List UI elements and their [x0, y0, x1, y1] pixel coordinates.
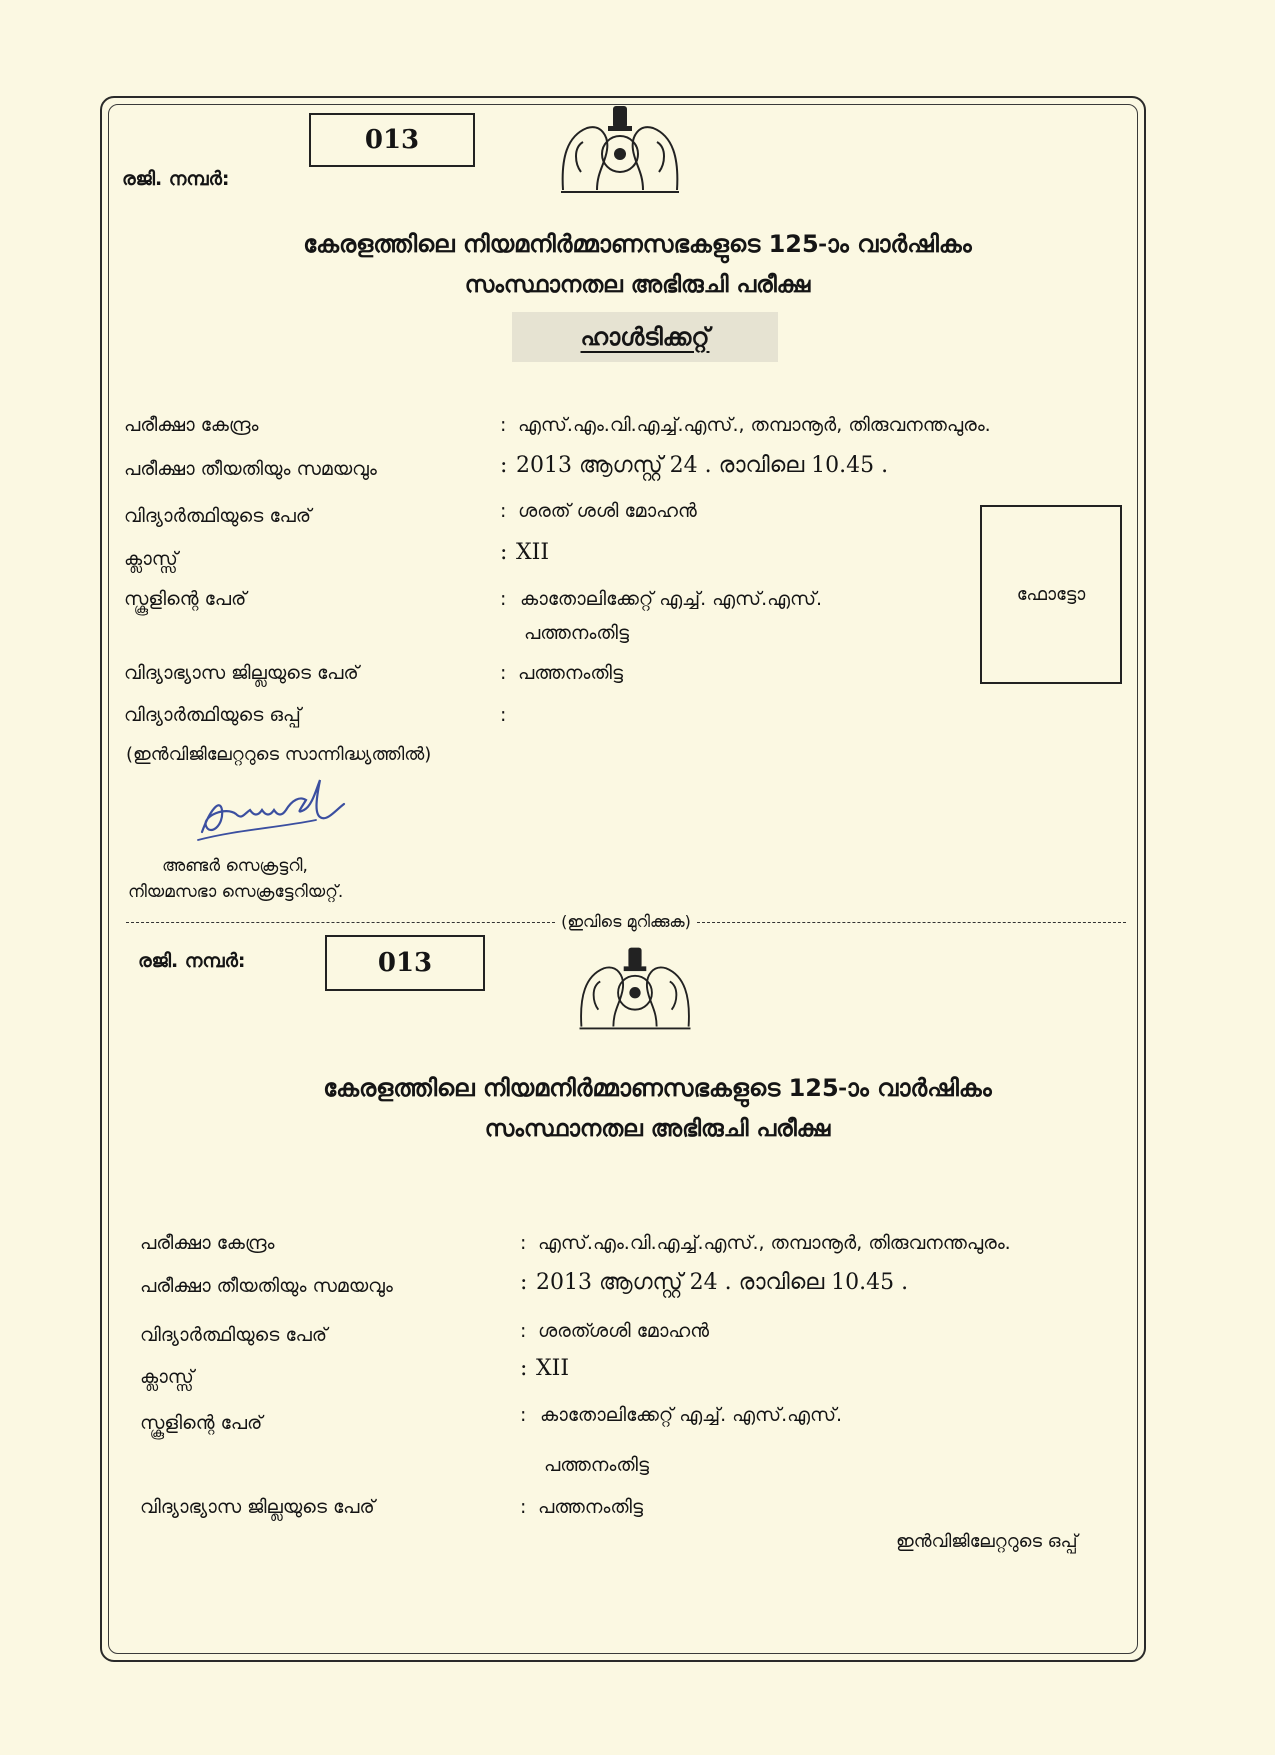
cut-here-text: (ഇവിടെ മുറിക്കുക): [561, 912, 691, 931]
registration-number: 013: [364, 125, 420, 155]
handwritten-signature: [196, 770, 356, 850]
photo-placeholder: [980, 505, 1122, 684]
field-label: ക്ലാസ്സ്: [140, 1366, 194, 1388]
field-label: വിദ്യാർത്ഥിയുടെ ഒപ്പ്: [124, 704, 301, 726]
field-value-line2: പത്തനംതിട്ട: [524, 622, 629, 644]
field-value: ശരത് ശശി മോഹൻ: [518, 500, 697, 522]
field-label: വിദ്യാഭ്യാസ ജില്ലയുടെ പേര്: [140, 1496, 375, 1518]
exam-title-bottom: കേരളത്തിലെ നിയമനിർമ്മാണസഭകളുടെ 125-ാം വാർഷികം: [323, 1074, 992, 1102]
exam-title: കേരളത്തിലെ നിയമനിർമ്മാണസഭകളുടെ 125-ാം വാർഷികം: [303, 230, 972, 258]
signatory-title: അണ്ടർ സെക്രട്ടറി,: [162, 856, 308, 876]
cut-dash-right: [697, 922, 1126, 923]
field-value: എസ്.എം.വി.എച്ച്.എസ്., തമ്പാനൂർ, തിരുവനന്തപുരം.: [518, 414, 991, 436]
field-colon: :: [520, 1404, 527, 1426]
field-colon: :: [500, 453, 508, 478]
registration-label-bottom: രജി. നമ്പർ:: [138, 950, 246, 972]
kerala-emblem-bottom: [572, 940, 698, 1036]
registration-number-box-bottom: [325, 935, 485, 991]
field-colon: :: [520, 1320, 527, 1342]
field-value: XII: [536, 1356, 570, 1381]
field-colon: :: [520, 1356, 528, 1381]
field-colon: :: [500, 414, 507, 436]
field-value: കാതോലിക്കേറ്റ് എച്ച്. എസ്.എസ്.: [520, 588, 823, 610]
signatory-office: നിയമസഭാ സെക്രട്ടേറിയറ്റ്.: [128, 882, 344, 902]
field-label: പരീക്ഷാ തീയതിയും സമയവും: [140, 1275, 393, 1297]
field-label: വിദ്യാഭ്യാസ ജില്ലയുടെ പേര്: [124, 662, 359, 684]
field-value: എസ്.എം.വി.എച്ച്.എസ്., തമ്പാനൂർ, തിരുവനന്തപുരം.: [538, 1232, 1011, 1254]
field-colon: :: [520, 1232, 527, 1254]
hall-ticket-heading: [512, 312, 778, 362]
kerala-emblem: [553, 98, 687, 200]
field-colon: :: [500, 662, 507, 684]
photo-label: ഫോട്ടോ: [1016, 584, 1086, 605]
field-colon: :: [520, 1270, 528, 1295]
field-label: പരീക്ഷാ തീയതിയും സമയവും: [124, 458, 377, 480]
field-colon: :: [520, 1496, 527, 1518]
field-label: സ്കൂളിന്റെ പേര്: [140, 1412, 263, 1434]
field-value: ശരത്ശശി മോഹൻ: [538, 1320, 710, 1342]
field-value-line2: പത്തനംതിട്ട: [544, 1454, 649, 1476]
field-label: പരീക്ഷാ കേന്ദ്രം: [124, 414, 259, 436]
field-label: പരീക്ഷാ കേന്ദ്രം: [140, 1232, 275, 1254]
registration-number-box: [309, 113, 475, 167]
registration-number-bottom: 013: [377, 948, 433, 978]
exam-subtitle: സംസ്ഥാനതല അഭിരുചി പരീക്ഷ: [464, 272, 811, 298]
invigilator-presence-note: (ഇൻവിജിലേറ്ററുടെ സാന്നിദ്ധ്യത്തിൽ): [126, 744, 432, 765]
field-label: വിദ്യാർത്ഥിയുടെ പേര്: [124, 505, 312, 527]
field-value: പത്തനംതിട്ട: [538, 1496, 643, 1518]
field-colon: :: [500, 588, 507, 610]
cut-here-line: [126, 912, 1126, 932]
exam-subtitle-bottom: സംസ്ഥാനതല അഭിരുചി പരീക്ഷ: [484, 1116, 831, 1142]
field-value: 2013 ആഗസ്റ്റ് 24 . രാവിലെ 10.45 .: [536, 1270, 909, 1295]
field-label: വിദ്യാർത്ഥിയുടെ പേര്: [140, 1324, 328, 1346]
field-label: സ്കൂളിന്റെ പേര്: [124, 588, 247, 610]
field-value: കാതോലിക്കേറ്റ് എച്ച്. എസ്.എസ്.: [540, 1404, 843, 1426]
registration-label: രജി. നമ്പർ:: [122, 168, 230, 190]
field-value: 2013 ആഗസ്റ്റ് 24 . രാവിലെ 10.45 .: [516, 453, 889, 478]
invigilator-signature-label: ഇൻവിജിലേറ്ററുടെ ഒപ്പ്: [896, 1531, 1078, 1552]
hall-ticket-text: ഹാൾടിക്കറ്റ്: [580, 323, 710, 351]
field-value: XII: [516, 540, 550, 565]
cut-dash-left: [126, 922, 555, 923]
field-colon: :: [500, 540, 508, 565]
field-label: ക്ലാസ്സ്: [124, 548, 178, 570]
field-value: പത്തനംതിട്ട: [518, 662, 623, 684]
field-colon: :: [500, 704, 507, 726]
field-colon: :: [500, 500, 507, 522]
